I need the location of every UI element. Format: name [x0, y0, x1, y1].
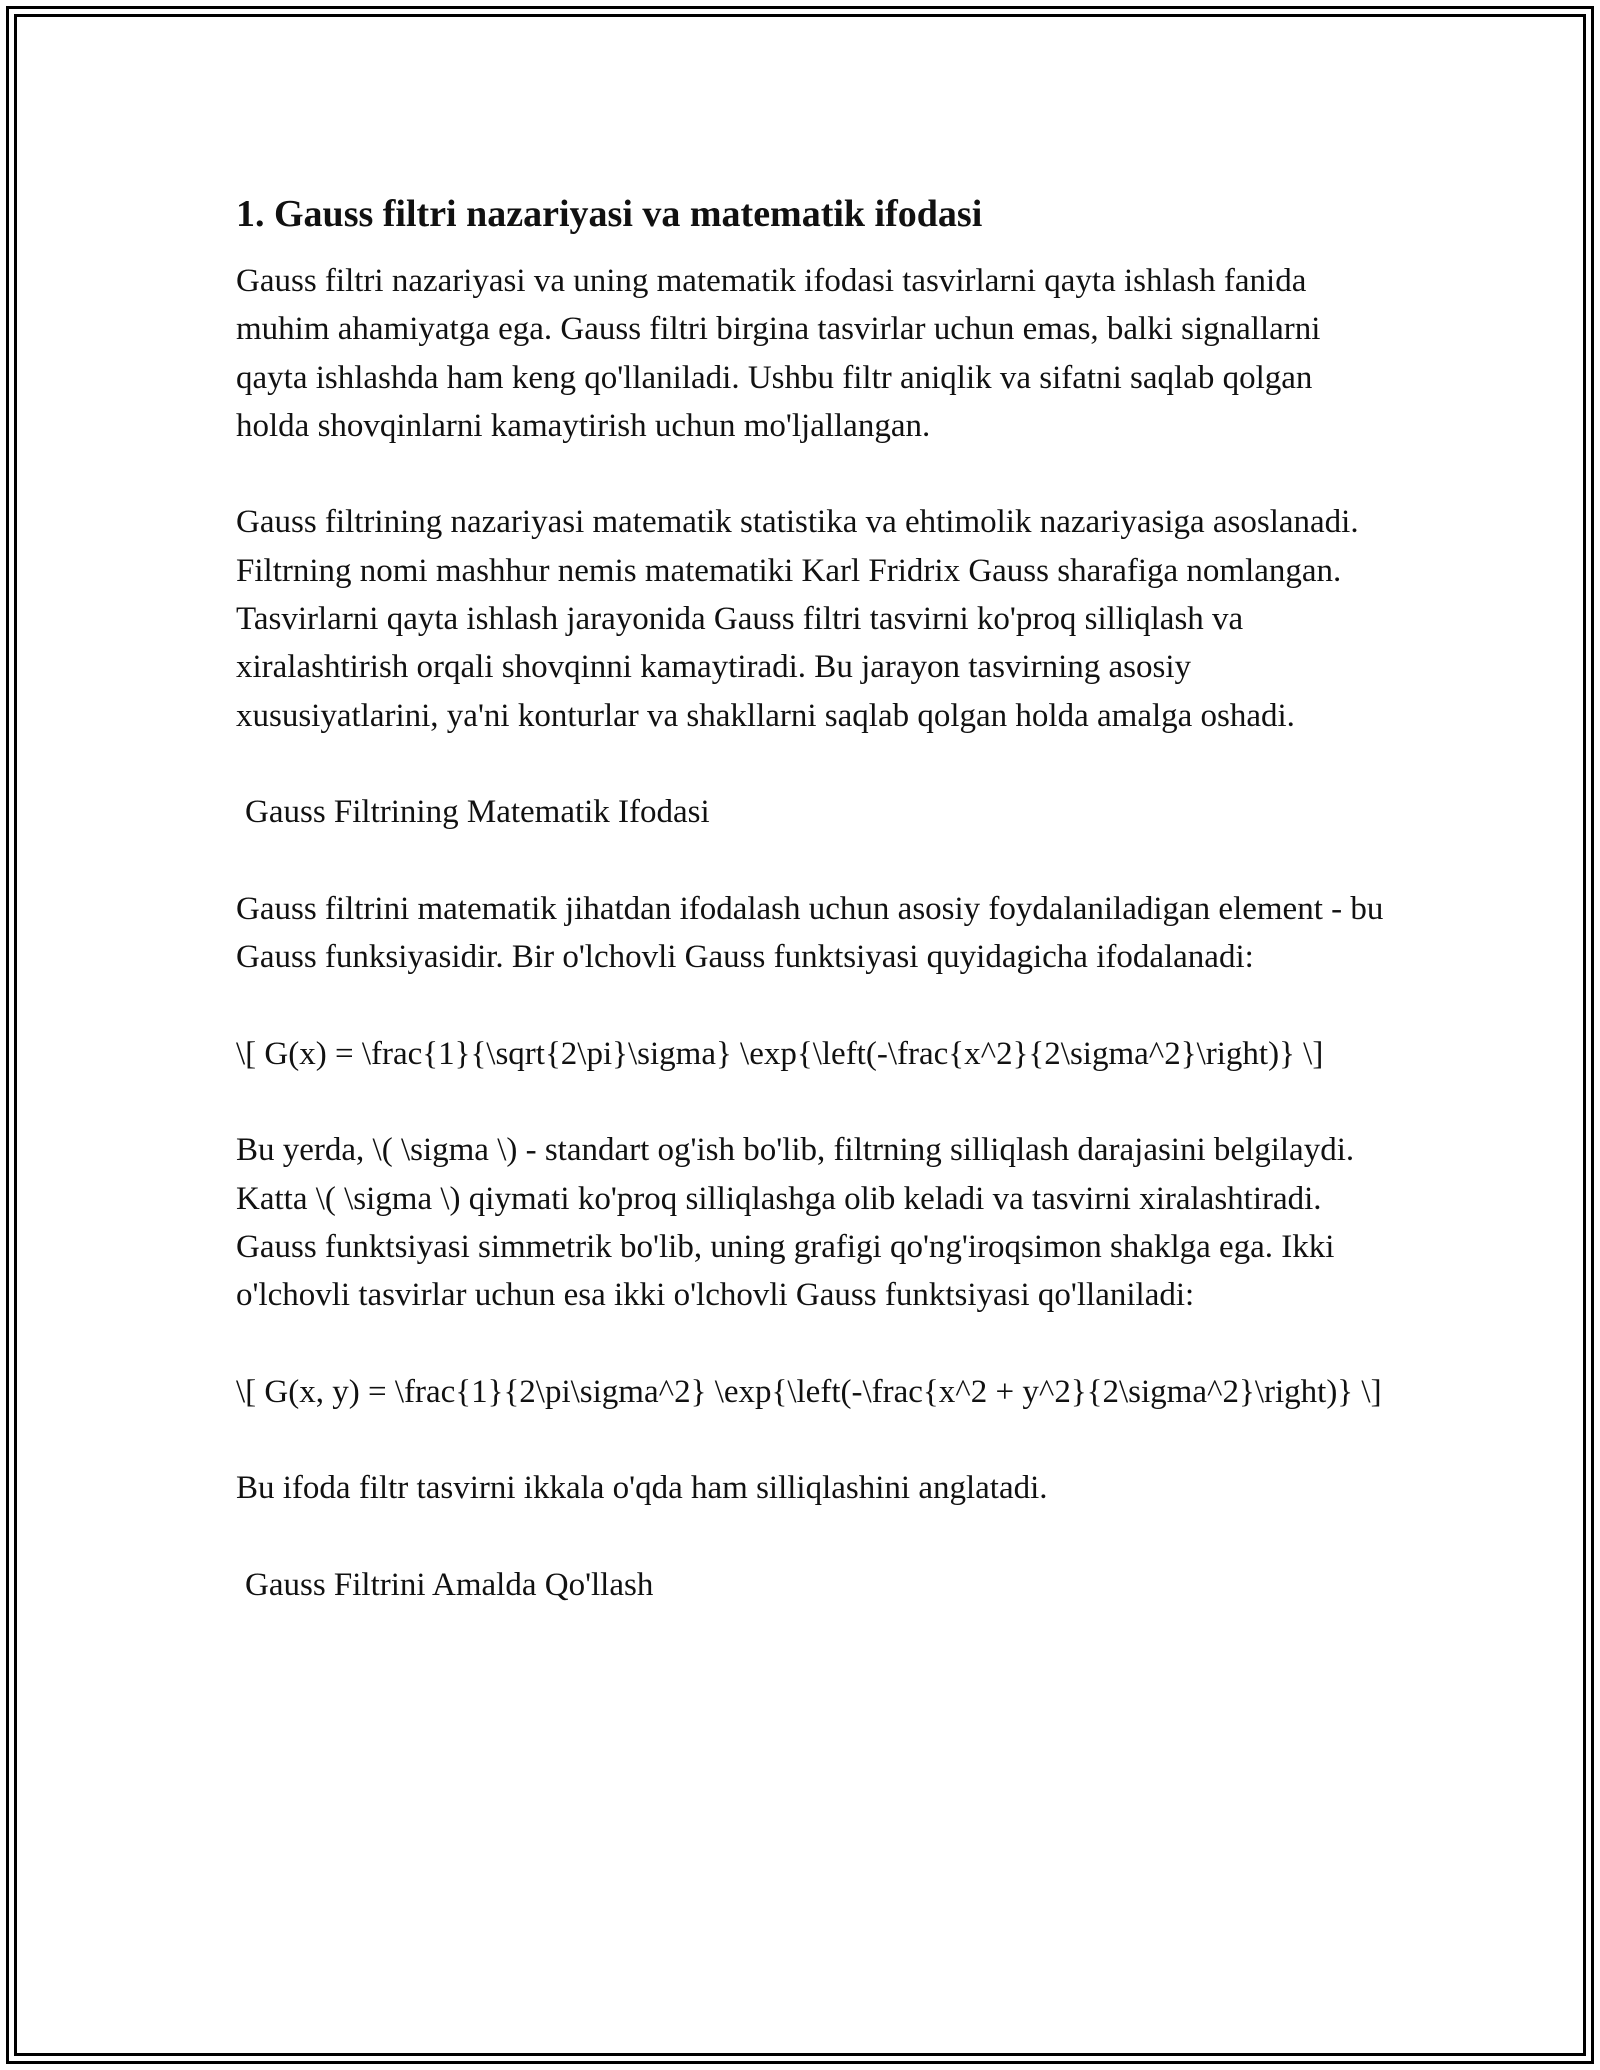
paragraph-intro: Gauss filtri nazariyasi va uning matematik ifodasi tasvirlarni qayta ishlash fanida muhim ahamiyatga ega. Gauss filtri birgina tasvirlar uchun emas, balki signallarni qayta ishlashda ham keng qo'llaniladi. Ushbu filtr aniqlik va sifatni saqlab qolgan holda shovqinlarni kamaytirish uchun mo'ljallangan.	[236, 263, 1321, 444]
formula-1d: \[ G(x) = \frac{1}{\sqrt{2\pi}\sigma} \exp{\left(-\frac{x^2}{2\sigma^2}\right)} \]	[236, 1035, 1324, 1072]
paragraph-sigma: Bu yerda, \( \sigma \) - standart og'ish bo'lib, filtrning silliqlash darajasini belgilaydi. Katta \( \sigma \) qiymati ko'proq silliqlashga olib keladi va tasvirni xiralashtiradi. Gauss funktsiyasi simmetrik bo'lib, uning grafigi qo'ng'iroqsimon shaklga ega. Ikki o'lchovli tasvirlar uchun esa ikki o'lchovli Gauss funktsiyasi qo'llaniladi:	[236, 1132, 1355, 1314]
paragraph-theory: Gauss filtrining nazariyasi matematik statistika va ehtimolik nazariyasiga asoslanadi. Filtrning nomi mashhur nemis matematiki Karl Fridrix Gauss sharafiga nomlangan. Tasvirlarni qayta ishlash jarayonida Gauss filtri tasvirni ko'proq silliqlash va xiralashtirish orqali shovqinni kamaytiradi. Bu jarayon tasvirning asosiy xususiyatlarini, ya'ni konturlar va shakllarni saqlab qolgan holda amalga oshadi.	[236, 504, 1359, 734]
paragraph-both-axes: Bu ifoda filtr tasvirni ikkala o'qda ham silliqlashini anglatadi.	[236, 1470, 1048, 1507]
paragraph-gauss-function: Gauss filtrini matematik jihatdan ifodalash uchun asosiy foydalaniladigan element - bu Gauss funksiyasidir. Bir o'lchovli Gauss funktsiyasi quyidagicha ifodalanadi:	[236, 890, 1384, 976]
document-body	[236, 186, 1386, 1609]
subheading-math-expression: Gauss Filtrining Matematik Ifodasi	[245, 794, 710, 831]
section-title: 1. Gauss filtri nazariyasi va matematik ifodasi	[236, 193, 983, 235]
subheading-practical-use: Gauss Filtrini Amalda Qo'llash	[245, 1567, 654, 1604]
formula-2d: \[ G(x, y) = \frac{1}{2\pi\sigma^2} \exp{\left(-\frac{x^2 + y^2}{2\sigma^2}\right)} \]	[236, 1373, 1382, 1410]
